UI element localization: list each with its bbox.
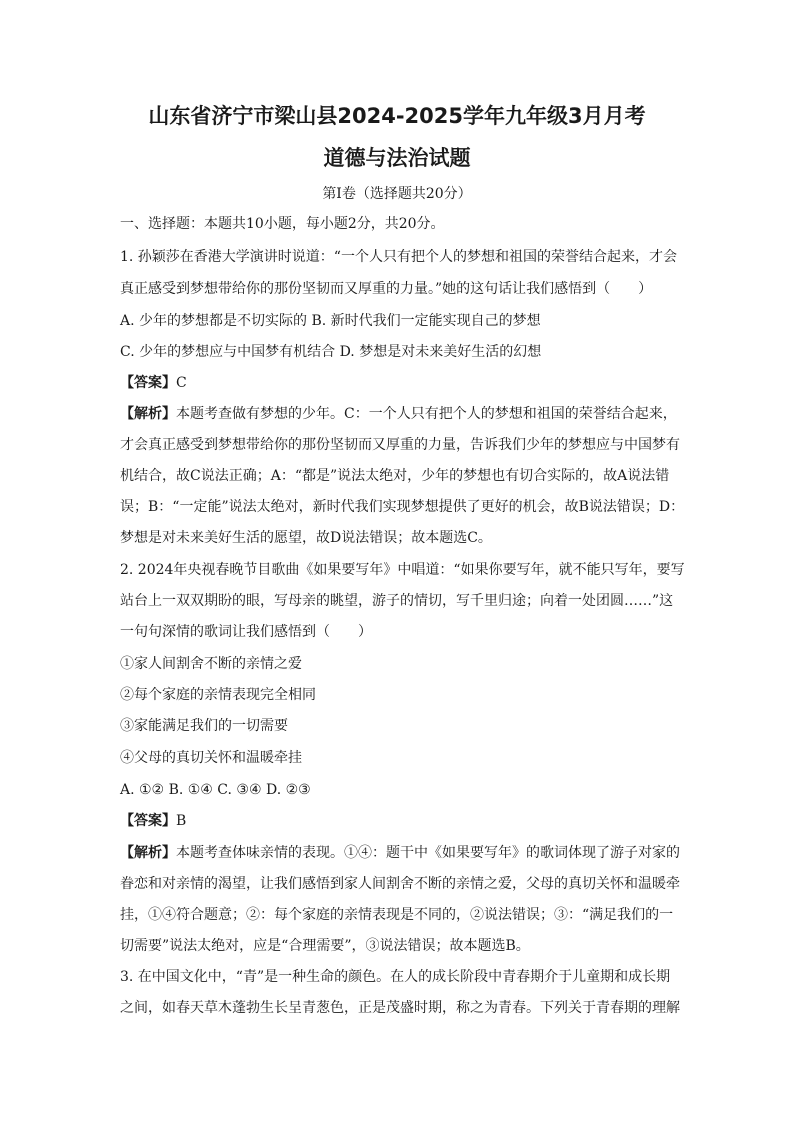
q2-item: ①家人间割舍不断的亲情之爱	[120, 656, 302, 672]
q2-item: ②每个家庭的亲情表现完全相同	[120, 687, 316, 703]
q2-item: ③家能满足我们的一切需要	[120, 718, 288, 734]
q1-analysis-line	[120, 404, 677, 424]
q1-analysis-line: 机结合，故C说法正确；A：“都是”说法太绝对，少年的梦想也有切合实际的，故A说法错	[120, 468, 670, 484]
q2-item: ④父母的真切关怀和温暖牵挂	[120, 750, 302, 766]
q2-analysis-line: 挂，①④符合题意；②：每个家庭的亲情表现是不同的，②说法错误；③：“满足我们的一	[120, 907, 674, 923]
q2-analysis-line: 眷恋和对亲情的渴望，让我们感悟到家人间割舍不断的亲情之爱，父母的真切关怀和温暖牵	[120, 876, 680, 892]
exam-subject-title: 道德与法治试题	[323, 146, 471, 170]
answer-value: B	[176, 813, 187, 829]
q1-answer	[120, 373, 187, 393]
q2-stem-line: 站台上一双双期盼的眼，写母亲的眺望，游子的情切，写千里归途；向着一处团圆……”这	[120, 593, 674, 609]
analysis-text: 本题考查做有梦想的少年。C：一个人只有把个人的梦想和祖国的荣誉结合起来，	[176, 406, 677, 422]
answer-value: C	[176, 375, 187, 391]
section-heading: 一、选择题：本题共10小题，每小题2分，共20分。	[120, 216, 445, 232]
part-heading: 第Ⅰ卷（选择题共20分）	[322, 186, 472, 202]
q1-stem-line: 1. 孙颖莎在香港大学演讲时说道：“一个人只有把个人的梦想和祖国的荣誉结合起来，才会	[120, 249, 677, 265]
answer-tag: 【答案】	[120, 375, 176, 391]
q1-analysis-line: 误；B：“一定能”说法太绝对，新时代我们实现梦想提供了更好的机会，故B说法错误；D：	[120, 499, 685, 515]
q2-answer	[120, 811, 186, 831]
q1-stem-line: 真正感受到梦想带给你的那份坚韧而又厚重的力量。”她的这句话让我们感悟到（ ）	[120, 281, 653, 297]
q2-stem-line: 一句句深情的歌词让我们感悟到（ ）	[120, 624, 372, 640]
q3-stem-line: 3. 在中国文化中，“青”是一种生命的颜色。在人的成长阶段中青春期介于儿童期和成长期	[120, 969, 671, 985]
q2-options-line: A. ①② B. ①④ C. ③④ D. ②③	[120, 782, 311, 798]
q1-analysis-line: 才会真正感受到梦想带给你的那份坚韧而又厚重的力量，告诉我们少年的梦想应与中国梦有	[120, 437, 680, 453]
q1-analysis-line: 梦想是对未来美好生活的愿望，故D说法错误；故本题选C。	[120, 530, 492, 546]
exam-title: 山东省济宁市梁山县2024-2025学年九年级3月月考	[148, 104, 646, 128]
q3-stem-line: 之间，如春天草木蓬勃生长呈青葱色，正是茂盛时期，称之为青春。下列关于青春期的理解	[120, 1000, 680, 1016]
answer-tag: 【答案】	[120, 813, 176, 829]
q1-options-line: C. 少年的梦想应与中国梦有机结合 D. 梦想是对未来美好生活的幻想	[120, 344, 542, 360]
q2-analysis-line: 切需要”说法太绝对，应是“合理需要”，③说法错误；故本题选B。	[120, 938, 530, 954]
analysis-tag: 【解析】	[120, 845, 176, 861]
q2-stem-line: 2. 2024年央视春晚节目歌曲《如果要写年》中唱道：“如果你要写年，就不能只写年，要写	[120, 562, 685, 578]
analysis-text: 本题考查体味亲情的表现。①④：题干中《如果要写年》的歌词体现了游子对家的	[176, 845, 680, 861]
q2-analysis-line	[120, 843, 680, 863]
q1-options-line: A. 少年的梦想都是不切实际的 B. 新时代我们一定能实现自己的梦想	[120, 313, 541, 329]
analysis-tag: 【解析】	[120, 406, 176, 422]
